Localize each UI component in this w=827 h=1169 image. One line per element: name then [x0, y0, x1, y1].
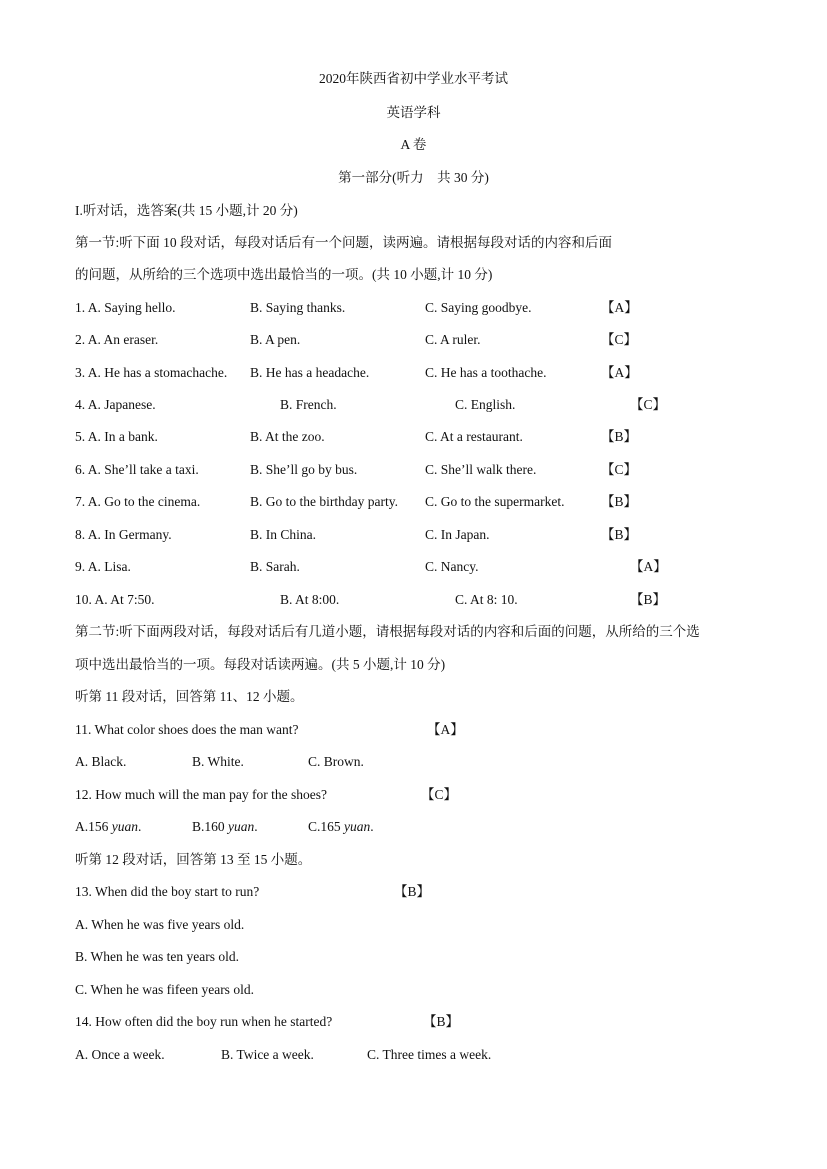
- option-b: B. Go to the birthday party.: [250, 494, 398, 509]
- volume-title: A 卷: [400, 137, 427, 152]
- question-12: 12. How much will the man pay for the shoes?: [75, 787, 327, 802]
- q13-option-b: B. When he was ten years old.: [75, 949, 239, 964]
- option-c: C. Saying goodbye.: [425, 300, 532, 315]
- q12-option-a: A.156 yuan.: [75, 819, 142, 834]
- answer: 【B】: [630, 592, 667, 607]
- option-b: B. In China.: [250, 527, 316, 542]
- option-c: C. She’ll walk there.: [425, 462, 537, 477]
- q13-option-a: A. When he was five years old.: [75, 917, 245, 932]
- option-a: 3. A. He has a stomachache.: [75, 365, 228, 380]
- question-13: 13. When did the boy start to run?: [75, 884, 260, 899]
- answer: 【C】: [601, 332, 638, 347]
- exam-title: 2020年陕西省初中学业水平考试: [319, 71, 508, 86]
- answer: 【A】: [630, 559, 667, 574]
- section1-heading: I.听对话，选答案(共 15 小题,计 20 分): [75, 203, 298, 218]
- answer: 【A】: [601, 300, 638, 315]
- q14-option-a: A. Once a week.: [75, 1047, 165, 1062]
- q14-option-b: B. Twice a week.: [221, 1047, 314, 1062]
- option-b: B. Saying thanks.: [250, 300, 346, 315]
- option-c: C. In Japan.: [425, 527, 490, 542]
- option-c: C. At a restaurant.: [425, 429, 523, 444]
- answer: 【A】: [601, 365, 638, 380]
- option-a: 7. A. Go to the cinema.: [75, 494, 201, 509]
- option-b: B. At the zoo.: [250, 429, 325, 444]
- option-c: C. At 8: 10.: [455, 592, 518, 607]
- section1-instruction-line1: 第一节:听下面 10 段对话，每段对话后有一个问题，读两遍。请根据每段对话的内容和后面: [75, 235, 612, 250]
- option-a: 2. A. An eraser.: [75, 332, 159, 347]
- answer-14: 【B】: [423, 1014, 460, 1029]
- subject-title: 英语学科: [386, 105, 441, 120]
- answer: 【B】: [601, 429, 638, 444]
- option-a: 6. A. She’ll take a taxi.: [75, 462, 199, 477]
- q11-option-a: A. Black.: [75, 754, 127, 769]
- section2-instruction-line1: 第二节:听下面两段对话，每段对话后有几道小题，请根据每段对话的内容和后面的问题，从所给的三个选: [75, 624, 700, 639]
- answer-11: 【A】: [427, 722, 464, 737]
- option-a: 4. A. Japanese.: [75, 397, 156, 412]
- question-11: 11. What color shoes does the man want?: [75, 722, 299, 737]
- option-c: C. He has a toothache.: [425, 365, 547, 380]
- option-a: 9. A. Lisa.: [75, 559, 131, 574]
- q12-option-b: B.160 yuan.: [192, 819, 258, 834]
- option-a: 10. A. At 7:50.: [75, 592, 155, 607]
- question-14: 14. How often did the boy run when he started?: [75, 1014, 333, 1029]
- option-b: B. He has a headache.: [250, 365, 370, 380]
- q11-option-c: C. Brown.: [308, 754, 364, 769]
- dialog-11-heading: 听第 11 段对话，回答第 11、12 小题。: [75, 689, 304, 704]
- option-c: C. A ruler.: [425, 332, 481, 347]
- option-b: B. French.: [280, 397, 337, 412]
- answer-13: 【B】: [394, 884, 431, 899]
- answer: 【B】: [601, 527, 638, 542]
- answer: 【B】: [601, 494, 638, 509]
- option-c: C. Go to the supermarket.: [425, 494, 565, 509]
- q11-option-b: B. White.: [192, 754, 244, 769]
- answer: 【C】: [630, 397, 667, 412]
- option-a: 8. A. In Germany.: [75, 527, 172, 542]
- option-c: C. English.: [455, 397, 516, 412]
- answer-12: 【C】: [421, 787, 458, 802]
- q12-option-c: C.165 yuan.: [308, 819, 374, 834]
- option-b: B. At 8:00.: [280, 592, 340, 607]
- part-title: 第一部分(听力 共 30 分): [338, 170, 489, 185]
- section2-instruction-line2: 项中选出最恰当的一项。每段对话读两遍。(共 5 小题,计 10 分): [75, 657, 446, 672]
- option-b: B. She’ll go by bus.: [250, 462, 358, 477]
- option-b: B. Sarah.: [250, 559, 300, 574]
- answer: 【C】: [601, 462, 638, 477]
- dialog-12-heading: 听第 12 段对话，回答第 13 至 15 小题。: [75, 852, 312, 867]
- option-b: B. A pen.: [250, 332, 301, 347]
- option-a: 1. A. Saying hello.: [75, 300, 176, 315]
- option-a: 5. A. In a bank.: [75, 429, 158, 444]
- q14-option-c: C. Three times a week.: [367, 1047, 492, 1062]
- section1-instruction-line2: 的问题，从所给的三个选项中选出最恰当的一项。(共 10 小题,计 10 分): [75, 267, 493, 282]
- option-c: C. Nancy.: [425, 559, 479, 574]
- q13-option-c: C. When he was fifeen years old.: [75, 982, 254, 997]
